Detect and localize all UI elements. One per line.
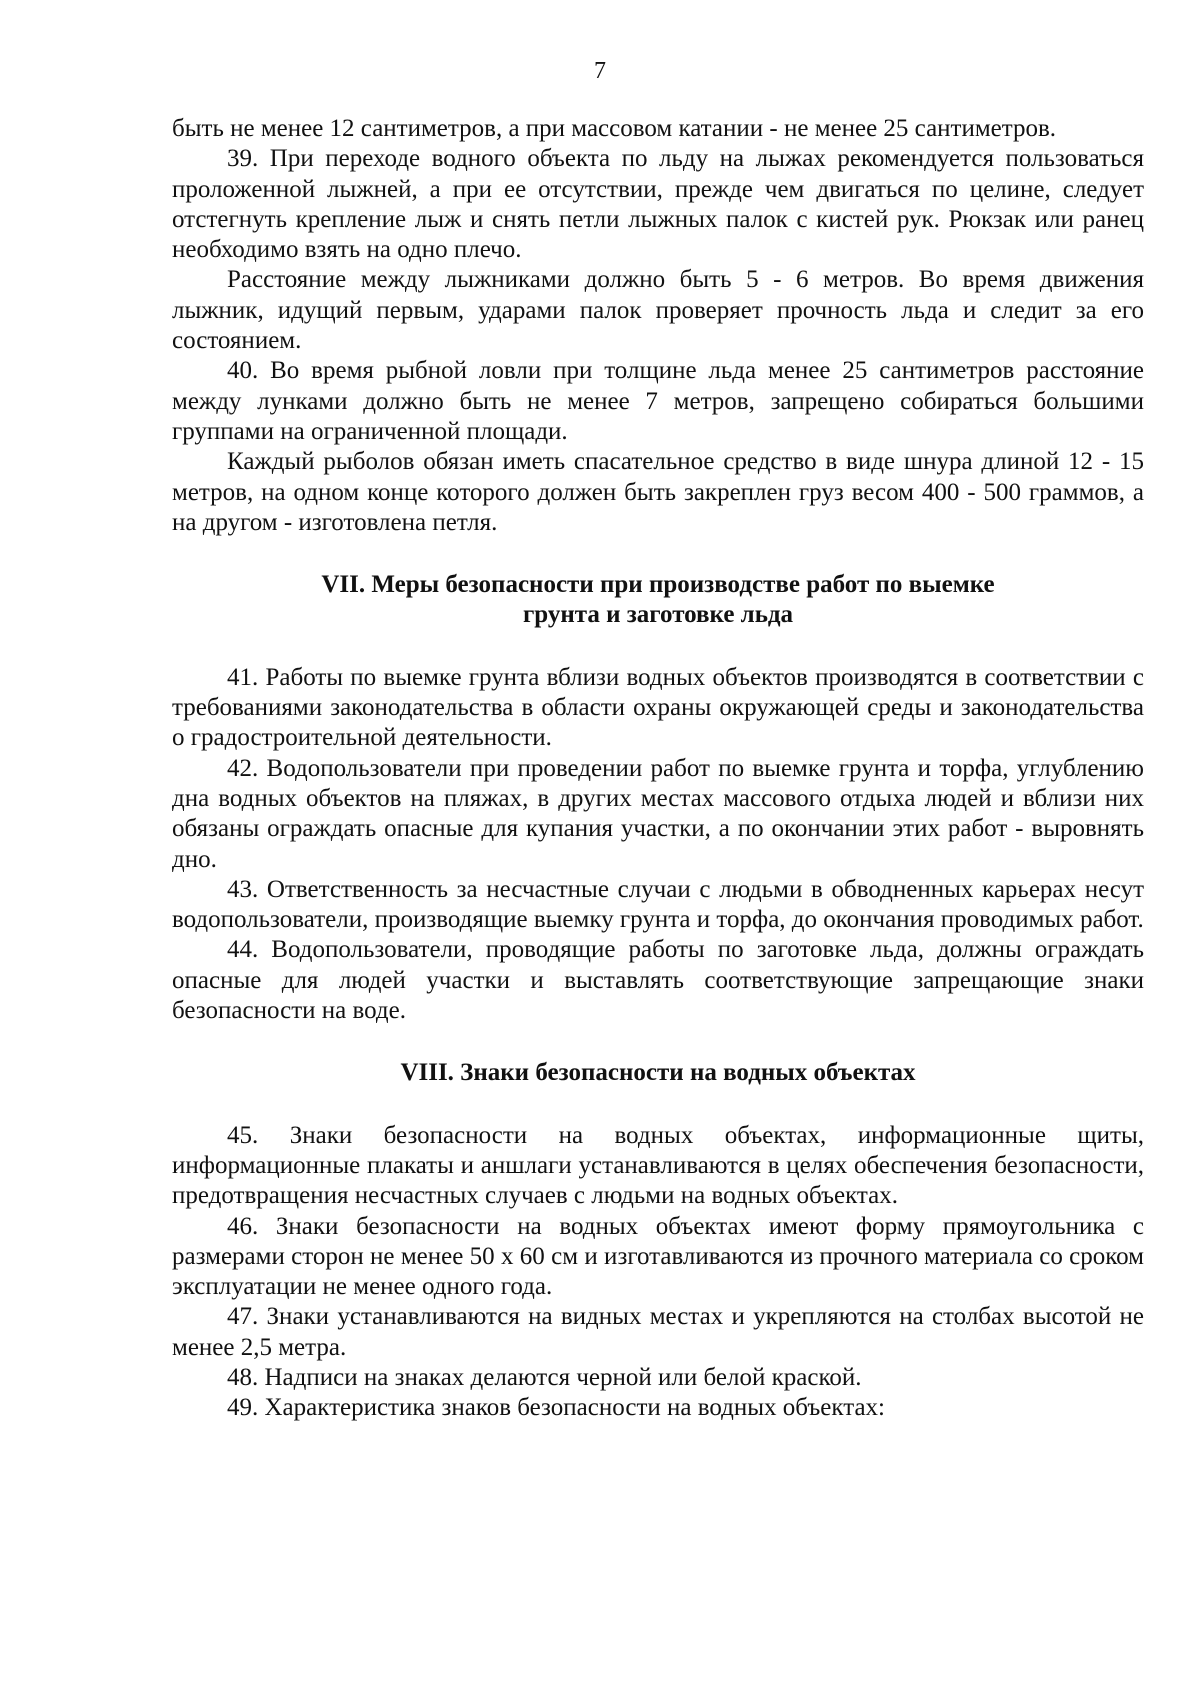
paragraph-42: 42. Водопользователи при проведении работ по выемке грунта и торфа, углублению дна водных объектов на пляжах, в других местах массового отдыха людей и вблизи них обязаны ограждать опасные для купания участки, а по окончании этих работ - выровнять дно. [172,754,1144,873]
paragraph-39-skier-distance: Расстояние между лыжниками должно быть 5 - 6 метров. Во время движения лыжник, идущий первым, ударами палок проверяет прочность льда и следит за его состоянием. [172,266,1144,355]
paragraph-41: 41. Работы по выемке грунта вблизи водных объектов производятся в соответствии с требованиями законодательства в области охраны окружающей среды и законодательства о градостроительной деятельности. [172,663,1144,752]
paragraph-47: 47. Знаки устанавливаются на видных местах и укрепляются на столбах высотой не менее 2,5 метра. [172,1303,1144,1361]
page-number: 7 [594,58,606,84]
spacer [172,1089,1144,1121]
paragraph-43: 43. Ответственность за несчастные случаи с людьми в обводненных карьерах несут водопользователи, производящие выемку грунта и торфа, до окончания проводимых работ. [172,875,1144,934]
section-heading-vii-line2: грунта и заготовке льда [522,601,794,629]
spacer [172,631,1144,663]
paragraph-46: 46. Знаки безопасности на водных объектах имеют форму прямоугольника с размерами сторон не менее 50 х 60 см и изготавливаются из прочного материала со сроком эксплуатации не менее одного года. [172,1212,1144,1301]
paragraph-48: 48. Надписи на знаках делаются черной или белой краской. [227,1363,862,1391]
document-body [172,114,1144,1424]
section-heading-vii [172,570,1144,631]
paragraph-45: 45. Знаки безопасности на водных объектах, информационные щиты, информационные плакаты и аншлаги устанавливаются в целях обеспечения безопасности, предотвращения несчастных случаев с людьми на водных объектах. [172,1121,1144,1210]
paragraph-49: 49. Характеристика знаков безопасности на водных объектах: [227,1394,885,1422]
spacer [172,538,1144,570]
paragraph-40-rescue-equipment: Каждый рыболов обязан иметь спасательное средство в виде шнура длиной 12 - 15 метров, на одном конце которого должен быть закреплен груз весом 400 - 500 граммов, а на другом - изготовлена петля. [172,448,1144,536]
paragraph-39: 39. При переходе водного объекта по льду на лыжах рекомендуется пользоваться проложенной лыжней, а при ее отсутствии, прежде чем двигаться по целине, следует отстегнуть крепление лыж и снять петли лыжных палок с кистей рук. Рюкзак или ранец необходимо взять на одно плечо. [172,145,1144,264]
paragraph-44: 44. Водопользователи, проводящие работы по заготовке льда, должны ограждать опасные для людей участки и выставлять соответствующие запрещающие знаки безопасности на воде. [172,936,1144,1025]
paragraph-40: 40. Во время рыбной ловли при толщине льда менее 25 сантиметров расстояние между лунками должно быть не менее 7 метров, запрещено собираться большими группами на ограниченной площади. [172,357,1144,445]
section-heading-vii-line1: VII. Меры безопасности при производстве работ по выемке [321,571,995,599]
spacer [172,1026,1144,1058]
paragraph-continuation: быть не менее 12 сантиметров, а при массовом катании - не менее 25 сантиметров. [172,115,1057,142]
section-heading-viii: VIII. Знаки безопасности на водных объектах [400,1059,916,1087]
